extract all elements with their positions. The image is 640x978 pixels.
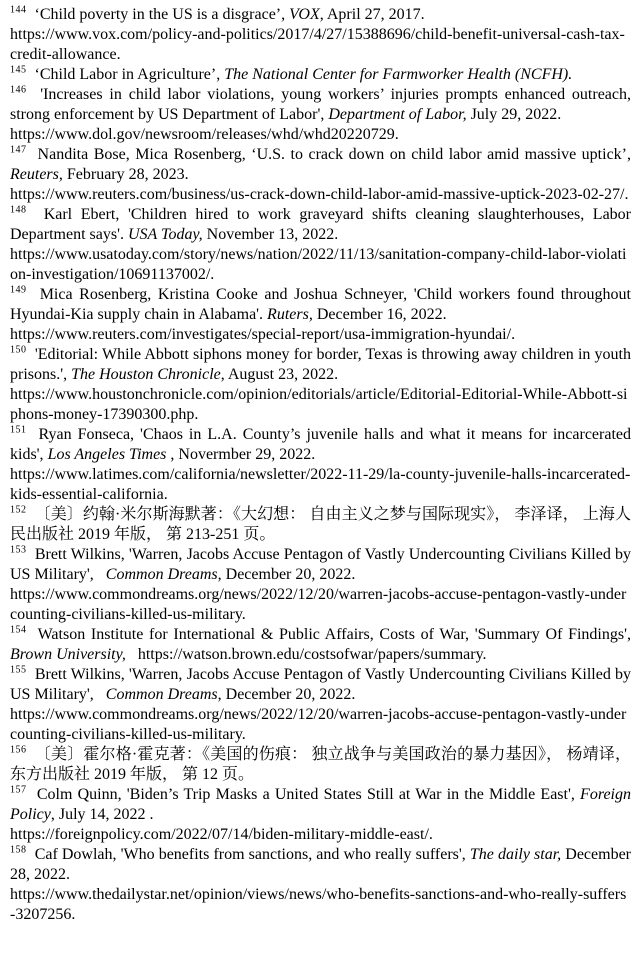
footnote-source-name: The daily star, <box>469 846 562 863</box>
footnote-text: Colm Quinn, 'Biden’s Trip Masks a United States Still at War in the Middle East', <box>36 786 581 803</box>
footnote-url: https://www.houstonchronicle.com/opinion/editorials/article/Editorial-Editorial-While-Abbott-siphons-money-17390300.php. <box>10 386 628 423</box>
footnote-number: 150 <box>10 344 27 356</box>
footnote-number: 149 <box>10 284 27 296</box>
footnote-text <box>126 646 138 663</box>
footnote-149 <box>10 285 631 345</box>
footnote-source-name: The Houston Chronicle <box>71 366 221 383</box>
footnote-150 <box>10 345 631 425</box>
footnote-number: 155 <box>10 664 27 676</box>
footnote-154 <box>10 625 631 665</box>
footnote-152 <box>10 505 631 545</box>
footnote-text: Nandita Bose, Mica Rosenberg, ‘U.S. to crack down on child labor amid massive uptick’, <box>37 146 631 163</box>
footnote-text: 〔美〕霍尔格·霍克著：《美国的伤痕： 独立战争与美国政治的暴力基因》， 杨靖译， 东方出版社 2019 年版， 第 12 页。 <box>10 746 631 783</box>
footnote-text: Watson Institute for International & Public Affairs, Costs of War, 'Summary Of Findings', <box>37 626 631 643</box>
footnote-number: 145 <box>10 64 27 76</box>
footnote-145 <box>10 65 631 85</box>
footnote-number: 156 <box>10 744 27 756</box>
footnote-text: , August 23, 2022. <box>220 366 339 383</box>
footnote-text: , Novermber 29, 2022. <box>166 446 316 463</box>
footnote-number: 158 <box>10 844 27 856</box>
footnote-url: https://www.latimes.com/california/newsletter/2022-11-29/la-county-juvenile-halls-incarcerated-kids-essential-california. <box>10 466 631 503</box>
footnote-number: 153 <box>10 544 27 556</box>
footnote-text: December 16, 2022. <box>312 306 447 323</box>
footnote-source-name: The National Center for Farmworker Health (NCFH). <box>224 66 573 83</box>
footnote-number: 157 <box>10 784 27 796</box>
footnote-number: 147 <box>10 144 27 156</box>
footnote-156 <box>10 745 631 785</box>
footnote-text: Brett Wilkins, 'Warren, Jacobs Accuse Pentagon of Vastly Undercounting Civilians Killed by US Military', <box>10 666 632 703</box>
footnote-148 <box>10 205 631 285</box>
footnote-144 <box>10 5 631 65</box>
footnote-number: 146 <box>10 84 27 96</box>
footnote-text: December 28, 2022. <box>10 846 632 883</box>
footnote-url: https://www.thedailystar.net/opinion/views/news/who-benefits-sanctions-and-who-really-suffers-3207256. <box>10 886 627 923</box>
footnote-number: 152 <box>10 504 27 516</box>
footnote-158 <box>10 845 631 925</box>
footnote-url: https://www.commondreams.org/news/2022/12/20/warren-jacobs-accuse-pentagon-vastly-undercounting-civilians-killed-us-military. <box>10 706 627 743</box>
footnote-number: 144 <box>10 4 27 16</box>
footnote-text: Ryan Fonseca, 'Chaos in L.A. County’s juvenile halls and what it means for incarcerated kids', <box>10 426 632 463</box>
footnote-text: Mica Rosenberg, Kristina Cooke and Joshua Schneyer, 'Child workers found throughout Hyundai-Kia supply chain in Alabama'. <box>10 286 631 323</box>
footnote-source-name: VOX <box>289 6 320 23</box>
footnote-text: July 29, 2022. <box>466 106 562 123</box>
footnote-number: 154 <box>10 624 27 636</box>
footnote-url: https://foreignpolicy.com/2022/07/14/biden-military-middle-east/. <box>10 826 433 843</box>
footnote-source-name: Reuters <box>10 166 59 183</box>
footnote-text: Karl Ebert, 'Children hired to work graveyard shifts cleaning slaughterhouses, Labor Department says'. <box>10 206 632 243</box>
footnote-text: 'Increases in child labor violations, young workers’ injuries prompts enhanced outreach, strong enforcement by US Department of Labor', <box>10 86 632 123</box>
footnote-url: https://www.reuters.com/investigates/special-report/usa-immigration-hyundai/. <box>10 326 516 343</box>
footnote-source-name: Brown University, <box>10 646 126 663</box>
footnote-151 <box>10 425 631 505</box>
footnote-text: ‘Child Labor in Agriculture’, <box>34 66 225 83</box>
footnote-source-name: Foreign Policy <box>10 786 631 823</box>
footnotes-list <box>10 5 631 925</box>
footnote-157 <box>10 785 631 845</box>
footnote-source-name: Ruters, <box>267 306 313 323</box>
footnote-155 <box>10 665 631 745</box>
footnote-number: 148 <box>10 204 27 216</box>
footnote-text: Caf Dowlah, 'Who benefits from sanctions, and who really suffers', <box>34 846 470 863</box>
footnote-source-name: Department of Labor, <box>328 106 467 123</box>
footnote-source-name: Los Angeles Times <box>47 446 167 463</box>
footnote-source-name: USA Today, <box>127 226 203 243</box>
footnote-url: https://www.dol.gov/newsroom/releases/whd/whd20220729. <box>10 126 399 143</box>
footnote-text: Brett Wilkins, 'Warren, Jacobs Accuse Pentagon of Vastly Undercounting Civilians Killed by US Military', <box>10 546 632 583</box>
footnote-text: November 13, 2022. <box>202 226 339 243</box>
footnote-url: https://www.usatoday.com/story/news/nation/2022/11/13/sanitation-company-child-labor-violation-investigation/10691137002/. <box>10 246 627 283</box>
footnote-153 <box>10 545 631 625</box>
footnote-text: December 20, 2022. <box>221 566 356 583</box>
footnote-146 <box>10 85 631 145</box>
footnote-number: 151 <box>10 424 27 436</box>
footnote-url: https://www.commondreams.org/news/2022/12/20/warren-jacobs-accuse-pentagon-vastly-undercounting-civilians-killed-us-military. <box>10 586 627 623</box>
footnote-url: https://www.vox.com/policy-and-politics/2017/4/27/15388696/child-benefit-universal-cash-tax-credit-allowance. <box>10 26 625 63</box>
footnote-source-name: Common Dreams, <box>105 566 222 583</box>
footnote-source-name: Common Dreams <box>105 686 218 703</box>
footnote-text: , April 27, 2017. <box>319 6 425 23</box>
footnote-text: ‘Child poverty in the US is a disgrace’, <box>34 6 290 23</box>
footnote-147 <box>10 145 631 205</box>
footnote-url: https://www.reuters.com/business/us-crack-down-child-labor-amid-massive-uptick-2023-02-27/. <box>10 186 629 203</box>
footnote-text: , July 14, 2022 . <box>50 806 154 823</box>
footnote-text: , December 20, 2022. <box>217 686 356 703</box>
footnote-url: https://watson.brown.edu/costsofwar/papers/summary. <box>137 646 487 663</box>
footnote-text: 'Editorial: While Abbott siphons money for border, Texas is throwing away children in youth prisons.', <box>10 346 632 383</box>
footnote-text: , February 28, 2023. <box>58 166 189 183</box>
footnote-text: 〔美〕约翰·米尔斯海默著：《大幻想： 自由主义之梦与国际现实》， 李泽译， 上海人民出版社 2019 年版， 第 213-251 页。 <box>10 506 631 543</box>
